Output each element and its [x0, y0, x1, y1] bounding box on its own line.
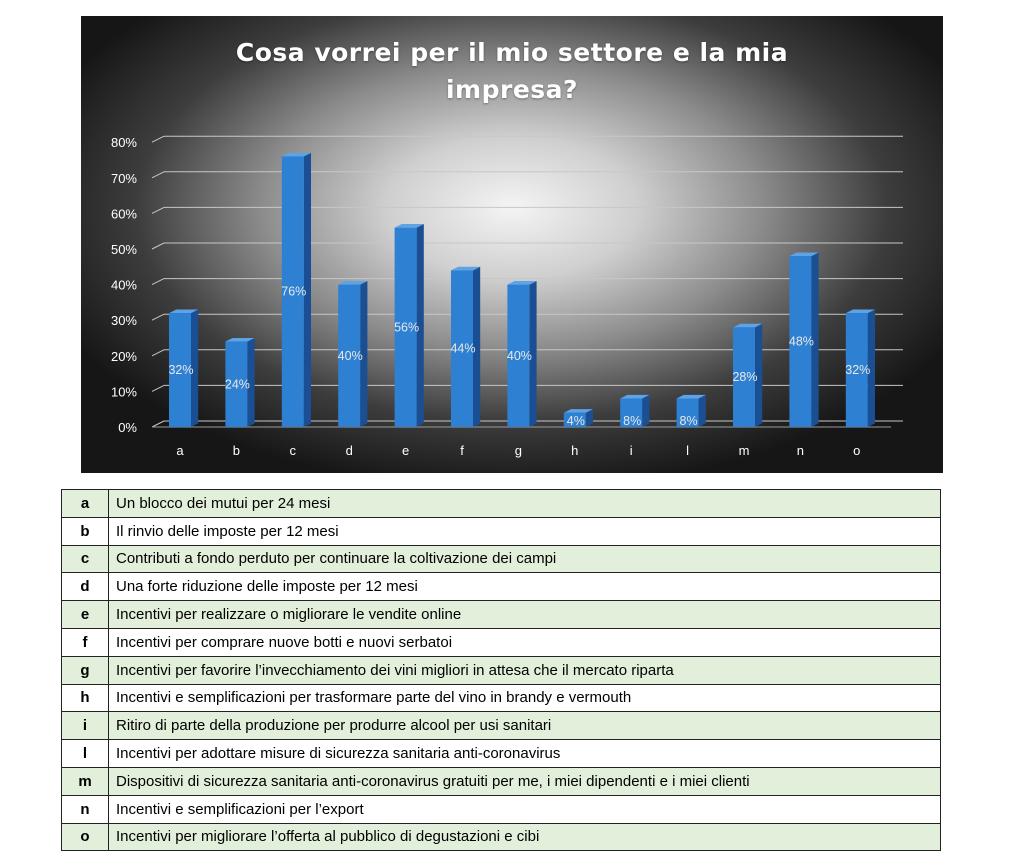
- bar-chart: [81, 16, 943, 473]
- data-label: 24%: [224, 377, 250, 392]
- legend-description: Incentivi per migliorare l’offerta al pubblico di degustazioni e cibi: [109, 823, 941, 851]
- y-tick-label: 0%: [118, 420, 137, 435]
- legend-row: [62, 490, 941, 518]
- legend-key: f: [62, 628, 109, 656]
- x-tick-label: e: [401, 443, 410, 458]
- chart-panel: [81, 16, 943, 473]
- x-tick-label: c: [289, 443, 297, 458]
- gridline-side: [152, 421, 164, 427]
- gridline-side: [152, 350, 164, 356]
- legend-description: Dispositivi di sicurezza sanitaria anti-coronavirus gratuiti per me, i miei dipendenti e i miei clienti: [109, 767, 941, 795]
- bar-side: [642, 395, 649, 427]
- legend-key: b: [62, 517, 109, 545]
- legend-key: e: [62, 601, 109, 629]
- legend-row: [62, 628, 941, 656]
- legend-description: Contributi a fondo perduto per continuare la coltivazione dei campi: [109, 545, 941, 573]
- legend-description: Incentivi per comprare nuove botti e nuovi serbatoi: [109, 628, 941, 656]
- y-tick-label: 40%: [110, 277, 137, 293]
- legend-row: [62, 823, 941, 851]
- legend-row: [62, 517, 941, 545]
- legend-description: Incentivi per realizzare o migliorare le vendite online: [109, 601, 941, 629]
- x-tick-label: g: [514, 443, 523, 458]
- y-tick-label: 50%: [110, 242, 137, 257]
- legend-body: [62, 490, 941, 851]
- gridline-side: [152, 136, 164, 142]
- legend-row: [62, 545, 941, 573]
- legend-key: c: [62, 545, 109, 573]
- legend-row: [62, 712, 941, 740]
- data-label: 8%: [623, 414, 642, 428]
- y-tick-label: 70%: [110, 170, 137, 186]
- legend-key: m: [62, 767, 109, 795]
- data-label: 32%: [845, 363, 871, 378]
- legend-description: Una forte riduzione delle imposte per 12 mesi: [109, 573, 941, 601]
- y-tick-label: 20%: [110, 348, 137, 364]
- legend-key: a: [62, 490, 109, 518]
- data-label: 76%: [281, 284, 307, 299]
- legend-row: [62, 795, 941, 823]
- gridline-side: [152, 207, 164, 213]
- legend-description: Incentivi e semplificazioni per trasformare parte del vino in brandy e vermouth: [109, 684, 941, 712]
- y-tick-label: 80%: [110, 135, 137, 151]
- legend-description: Un blocco dei mutui per 24 mesi: [109, 490, 941, 518]
- legend-key: l: [62, 740, 109, 768]
- gridline-side: [152, 243, 164, 249]
- y-tick-label: 30%: [110, 313, 137, 329]
- x-tick-label: f: [460, 443, 464, 458]
- x-tick-label: b: [232, 443, 241, 458]
- gridline-side: [152, 279, 164, 285]
- gridline-side: [152, 172, 164, 178]
- legend-key: d: [62, 573, 109, 601]
- legend-row: [62, 601, 941, 629]
- gridline-side: [152, 314, 164, 320]
- data-label: 8%: [679, 414, 698, 428]
- x-tick-label: l: [686, 443, 690, 458]
- gridline-side: [152, 385, 164, 391]
- legend-row: [62, 656, 941, 684]
- data-label: 32%: [168, 363, 194, 378]
- x-tick-label: i: [629, 443, 633, 458]
- bar-side: [699, 395, 706, 427]
- chart-title-line-2: impresa?: [445, 75, 579, 104]
- data-label: 4%: [566, 414, 585, 428]
- legend-key: h: [62, 684, 109, 712]
- data-label: 40%: [337, 348, 363, 363]
- legend-key: n: [62, 795, 109, 823]
- legend-key: i: [62, 712, 109, 740]
- legend-description: Incentivi per adottare misure di sicurezza sanitaria anti-coronavirus: [109, 740, 941, 768]
- x-tick-label: o: [853, 443, 861, 458]
- legend-row: [62, 740, 941, 768]
- x-tick-label: m: [738, 443, 750, 458]
- legend-row: [62, 767, 941, 795]
- x-tick-label: h: [571, 443, 579, 458]
- y-tick-label: 60%: [110, 206, 137, 222]
- data-label: 28%: [732, 370, 758, 385]
- legend-description: Incentivi per favorire l’invecchiamento dei vini migliori in attesa che il mercato riparta: [109, 656, 941, 684]
- legend-key: o: [62, 823, 109, 851]
- x-tick-label: n: [796, 443, 805, 458]
- legend-description: Incentivi e semplificazioni per l’export: [109, 795, 941, 823]
- legend-key: g: [62, 656, 109, 684]
- data-label: 56%: [394, 320, 420, 335]
- data-label: 40%: [506, 348, 532, 363]
- y-tick-label: 10%: [110, 384, 137, 400]
- x-tick-label: a: [176, 443, 184, 458]
- x-tick-label: d: [345, 443, 353, 458]
- legend-row: [62, 684, 941, 712]
- legend-description: Il rinvio delle imposte per 12 mesi: [109, 517, 941, 545]
- legend-row: [62, 573, 941, 601]
- legend-table: [61, 489, 941, 851]
- data-label: 44%: [450, 341, 476, 356]
- chart-title-line-1: Cosa vorrei per il mio settore e la mia: [235, 38, 789, 67]
- legend-description: Ritiro di parte della produzione per produrre alcool per usi sanitari: [109, 712, 941, 740]
- data-label: 48%: [788, 334, 814, 349]
